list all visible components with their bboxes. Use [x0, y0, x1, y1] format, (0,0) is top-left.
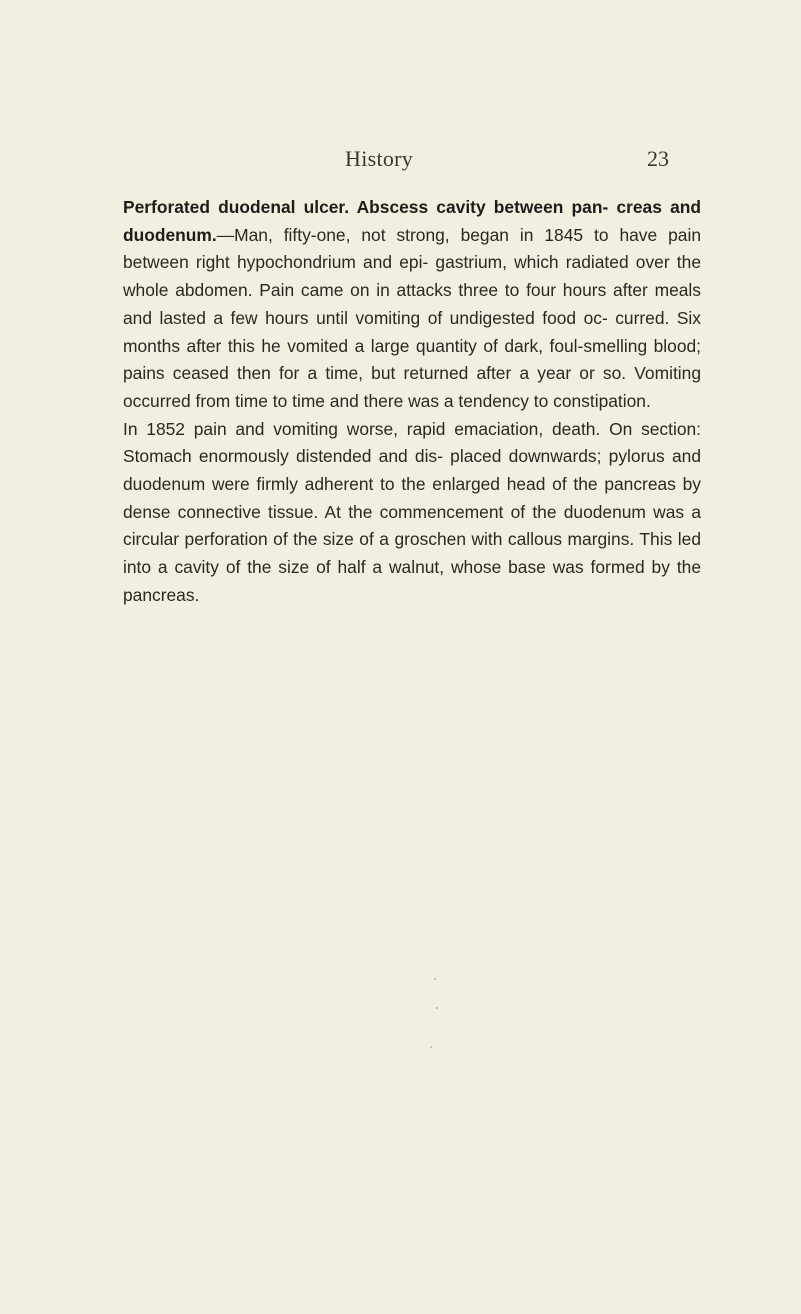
- running-head-title: History: [345, 146, 414, 171]
- paper-speck: [436, 1007, 438, 1009]
- case-heading: Perforated duodenal ulcer. Abscess cavity between pan- creas and duodenum.: [123, 197, 701, 245]
- case-paragraph-1: [123, 194, 701, 416]
- paper-speck: [434, 978, 436, 980]
- page-number: 23: [647, 146, 669, 171]
- body-text: [123, 194, 701, 610]
- running-head: [0, 146, 801, 178]
- paper-speck: [430, 1046, 432, 1048]
- case-paragraph-1-text: —Man, fifty-one, not strong, began in 1845 to have pain between right hypochondrium and epi- gastrium, which radiated over the whole abdomen. Pain came on in attacks three to four hours after meals and lasted a few hours until vomiting of undigested food oc- curred. Six months after this he vomited a large quantity of dark, foul-smelling blood; pains ceased then for a time, but returned after a year or so. Vomiting occurred from time to time and there was a tendency to constipation.: [123, 224, 701, 411]
- case-paragraph-2: In 1852 pain and vomiting worse, rapid emaciation, death. On section: Stomach enormously distended and dis- placed downwards; pylorus and duodenum were firmly adherent to the enlarged head of the pancreas by dense connective tissue. At the commencement of the duodenum was a circular perforation of the size of a groschen with callous margins. This led into a cavity of the size of half a walnut, whose base was formed by the pancreas.: [123, 418, 701, 605]
